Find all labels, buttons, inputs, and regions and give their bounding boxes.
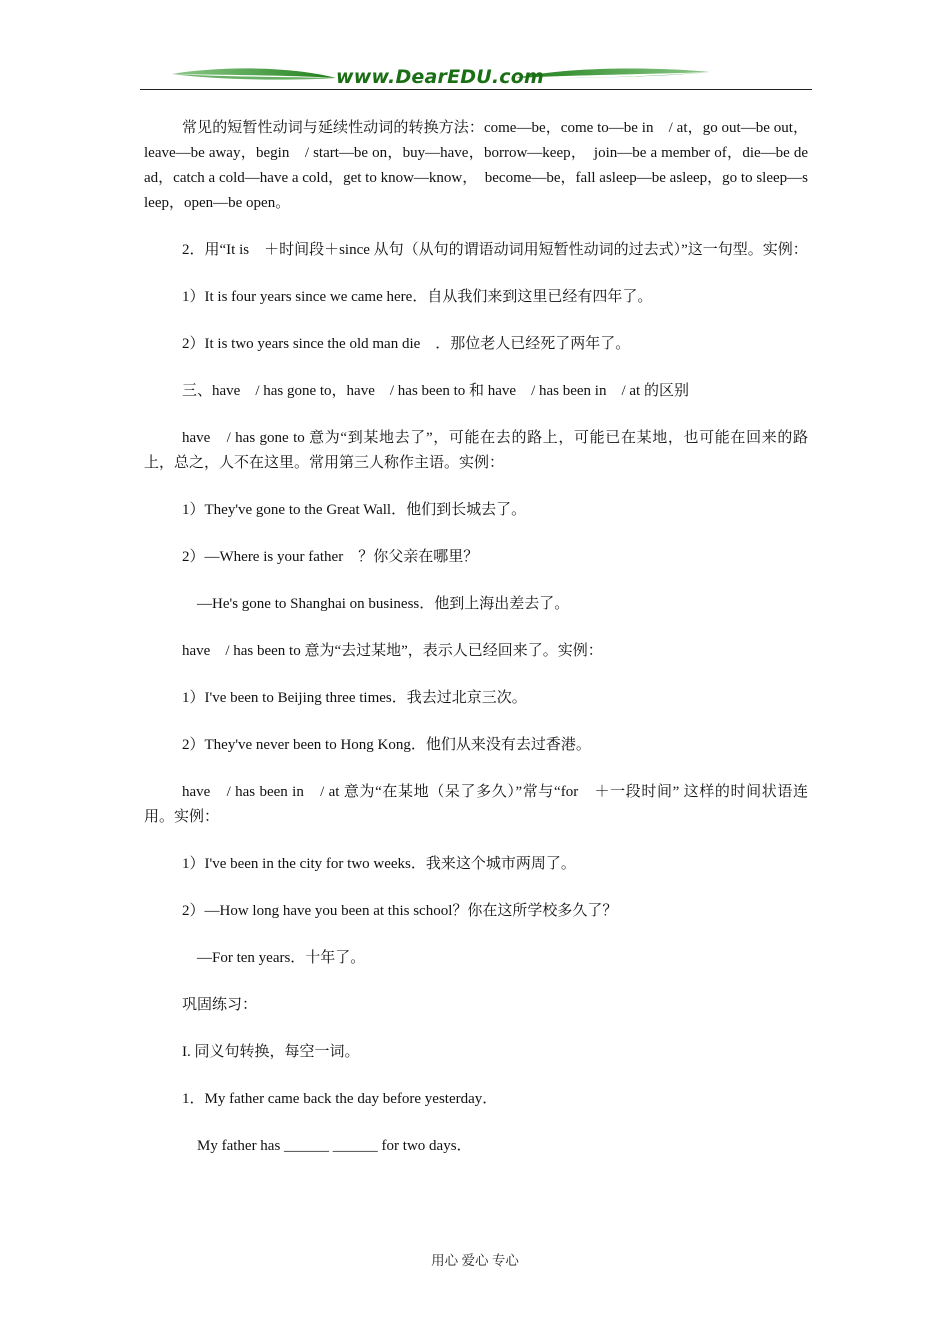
document-body	[144, 116, 808, 1159]
example-line: 1）I've been in the city for two weeks．我来这个城市两周了。	[182, 856, 576, 872]
header-divider	[140, 89, 812, 90]
example-line: 2）—Where is your father ？你父亲在哪里？	[182, 549, 479, 565]
example-line: 1）It is four years since we came here．自从我们来到这里已经有四年了。	[182, 289, 653, 305]
example-line: 2）—How long have you been at this school？你在这所学校多久了？	[182, 903, 618, 919]
example-line: —He's gone to Shanghai on business．他到上海出差去了。	[182, 596, 570, 612]
example-line: —For ten years．十年了。	[182, 950, 366, 966]
example-line: 2）It is two years since the old man die ．那位老人已经死了两年了。	[182, 336, 631, 352]
exercise-question: 1．My father came back the day before yesterday．	[182, 1091, 498, 1107]
exercise-answer-blank: My father has ______ ______ for two days．	[182, 1138, 472, 1154]
exercise-heading: 巩固练习：	[182, 997, 258, 1013]
paragraph-been-to: have / has been to 意为“去过某地”，表示人已经回来了。实例：	[182, 643, 603, 659]
site-logo-text: www.DearEDU.com	[336, 66, 545, 88]
example-line: 1）I've been to Beijing three times．我去过北京三次。	[182, 690, 527, 706]
section-heading-difference: 三、have / has gone to，have / has been to 和 have / has been in / at 的区别	[182, 383, 689, 399]
paragraph-verb-conversion: 常见的短暂性动词与延续性动词的转换方法：come—be，come to—be in / at，go out—be out，leave—be away，begin / start—be on，buy—have，borrow—keep， join—be a member of，die—be dead，catch a cold—have a cold，get to know—know， become—be，fall asleep—be asleep，go to sleep—sleep，open—be open。	[144, 120, 808, 211]
page-header	[140, 62, 812, 92]
exercise-instructions: I. 同义句转换，每空一词。	[182, 1044, 360, 1060]
page-footer: 用心 爱心 专心	[431, 1253, 519, 1268]
example-line: 1）They've gone to the Great Wall．他们到长城去了。	[182, 502, 527, 518]
example-line: 2）They've never been to Hong Kong．他们从来没有去过香港。	[182, 737, 591, 753]
paragraph-it-is-since: 2．用“It is ＋时间段＋since 从句（从句的谓语动词用短暂性动词的过去式）”这一句型。实例：	[182, 242, 808, 258]
paragraph-gone-to: have / has gone to 意为“到某地去了”，可能在去的路上，可能已在某地，也可能在回来的路上，总之，人不在这里。常用第三人称作主语。实例：	[144, 430, 808, 471]
paragraph-been-in: have / has been in / at 意为“在某地（呆了多久）”常与“for ＋一段时间” 这样的时间状语连用。实例：	[144, 784, 808, 825]
